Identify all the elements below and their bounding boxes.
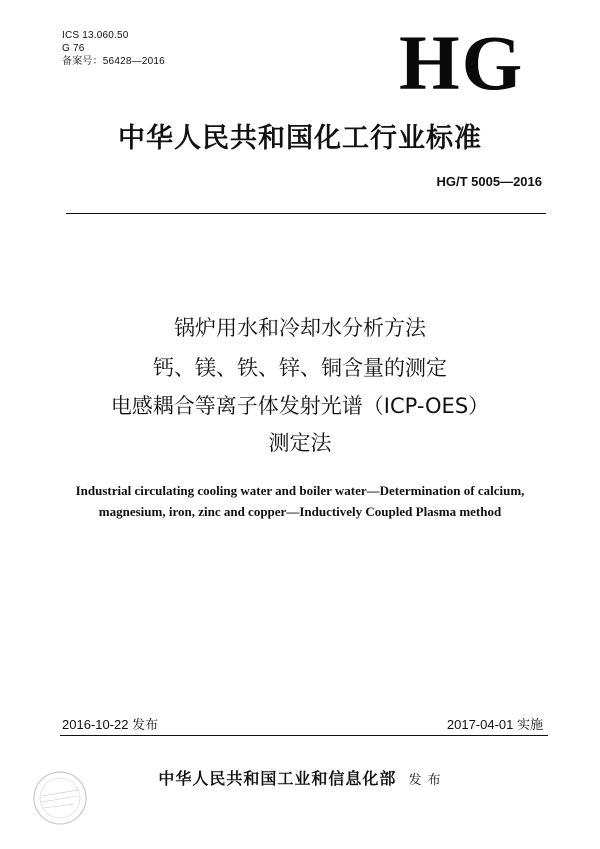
hg-logo: HG bbox=[399, 19, 525, 106]
title-cn-line-3: 电感耦合等离子体发射光谱（ICP-OES） bbox=[110, 394, 490, 418]
top-divider bbox=[66, 213, 546, 214]
record-number: 备案号：56428—2016 bbox=[62, 56, 165, 67]
publish-date: 2016-10-22 发布 bbox=[62, 717, 159, 732]
issuer-action: 发 布 bbox=[408, 773, 442, 788]
ics-code: ICS 13.060.50 bbox=[62, 30, 129, 41]
title-en-line-1: Industrial circulating cooling water and boiler water—Determination of calcium, bbox=[75, 483, 525, 498]
standard-number: HG/T 5005—2016 bbox=[436, 174, 542, 189]
implement-date: 2017-04-01 实施 bbox=[446, 717, 543, 732]
bottom-divider bbox=[60, 735, 548, 736]
classification-code: G 76 bbox=[62, 43, 85, 54]
title-cn-line-2: 钙、镁、铁、锌、铜含量的测定 bbox=[153, 356, 447, 380]
issuer-name: 中华人民共和国工业和信息化部 bbox=[158, 769, 397, 788]
standard-category-title: 中华人民共和国化工行业标准 bbox=[118, 123, 482, 154]
title-cn-line-1: 锅炉用水和冷却水分析方法 bbox=[174, 316, 426, 340]
title-en-line-2: magnesium, iron, zinc and copper—Inductively Coupled Plasma method bbox=[98, 504, 502, 519]
seal-stamp-icon bbox=[30, 768, 90, 828]
issuer-line bbox=[0, 766, 600, 789]
title-cn-line-4: 测定法 bbox=[268, 431, 332, 455]
